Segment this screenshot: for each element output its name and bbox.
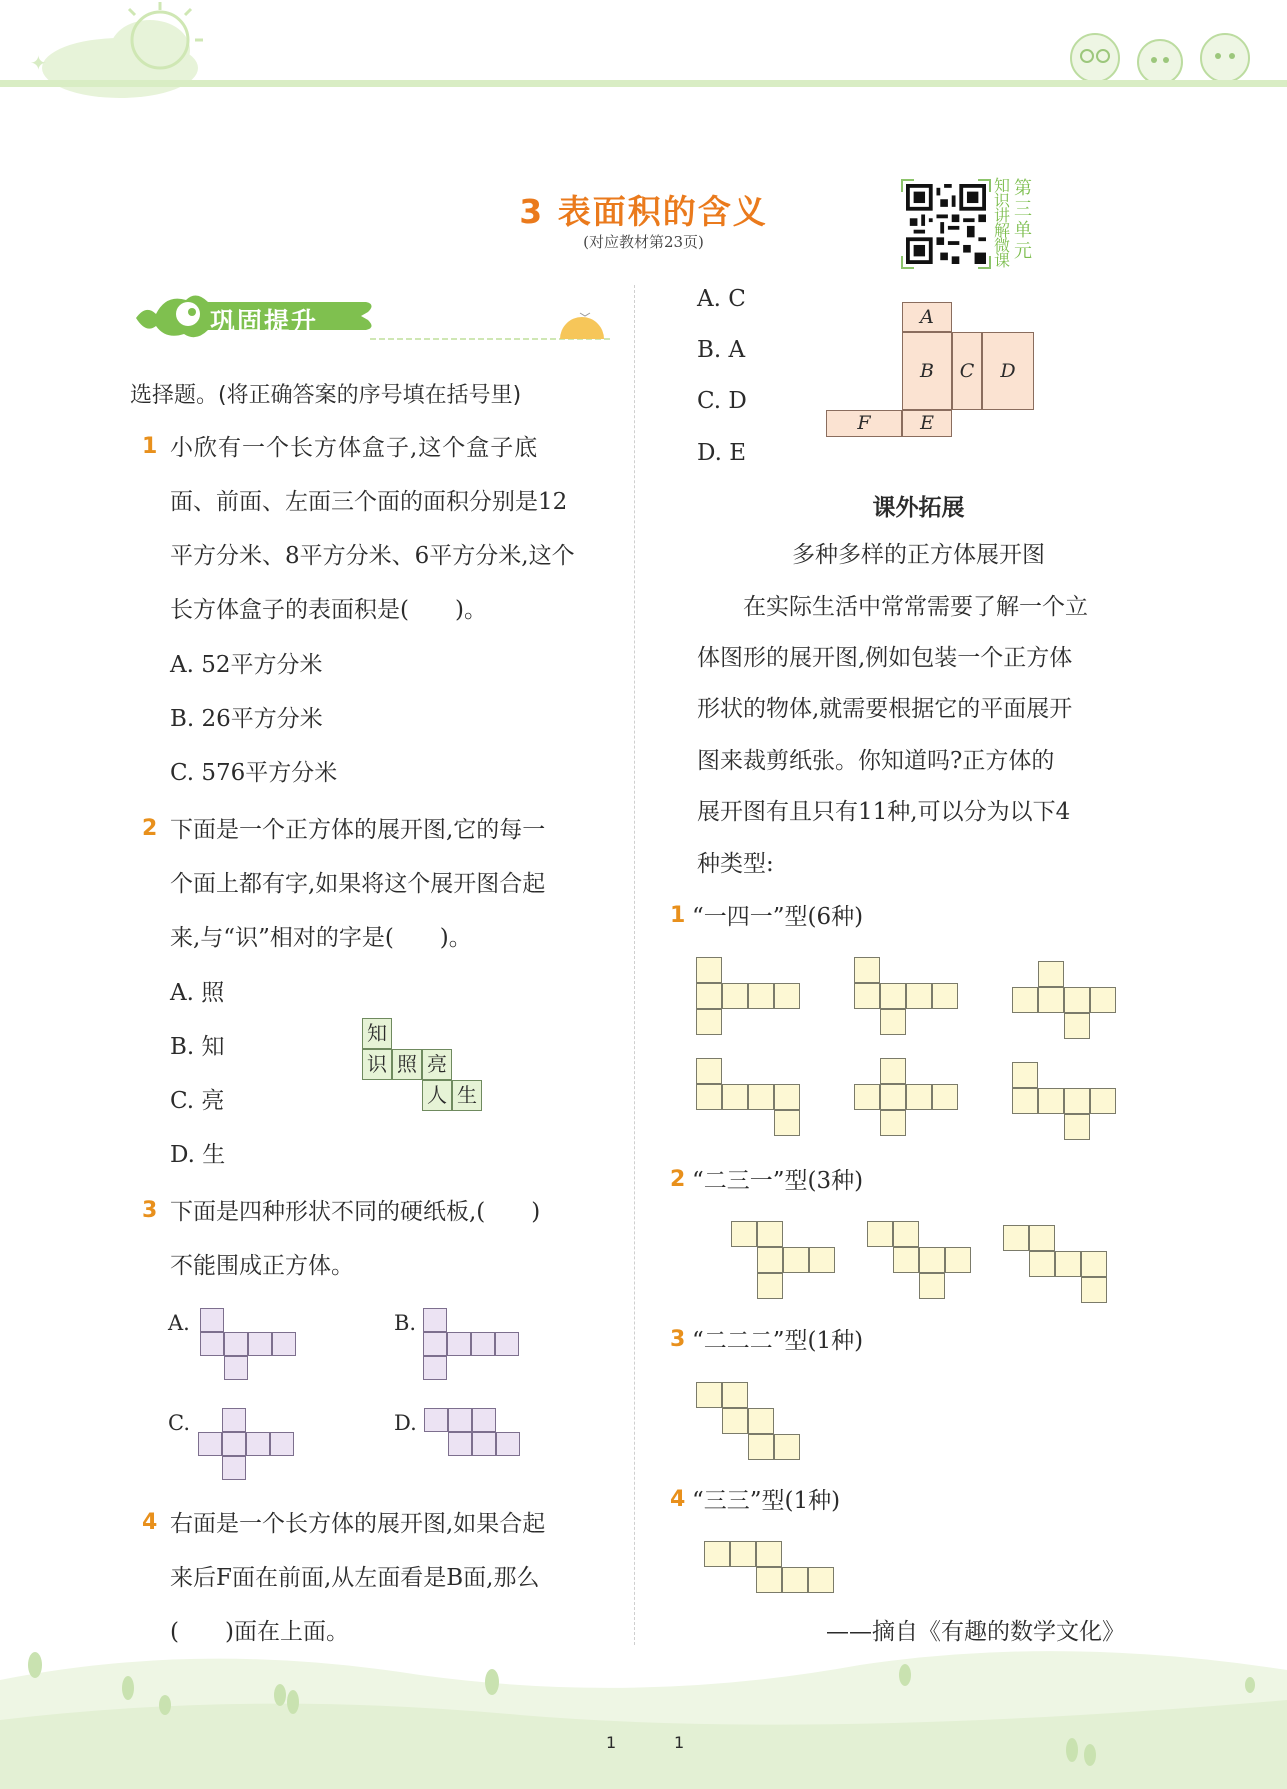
type2-net-3 bbox=[1003, 1225, 1107, 1303]
extension-para-3: 形状的物体,就需要根据它的平面展开 bbox=[697, 696, 1073, 722]
net-square bbox=[880, 983, 906, 1009]
q2-line3: 来,与“识”相对的字是( )。 bbox=[170, 925, 472, 951]
net-square bbox=[1038, 987, 1064, 1013]
net-square bbox=[222, 1432, 246, 1456]
net-square bbox=[448, 1408, 472, 1432]
net-square bbox=[200, 1332, 224, 1356]
net-square bbox=[1081, 1277, 1107, 1303]
net-face: 照 bbox=[392, 1049, 422, 1080]
page-subtitle: (对应教材第23页) bbox=[583, 233, 704, 251]
net-square bbox=[893, 1221, 919, 1247]
q1-line2: 面、前面、左面三个面的面积分别是12 bbox=[170, 489, 568, 515]
footer-landscape bbox=[0, 1620, 1287, 1789]
type1-number: 1 bbox=[670, 903, 686, 928]
q2-line1: 下面是一个正方体的展开图,它的每一 bbox=[170, 817, 546, 843]
type2-net-1 bbox=[731, 1221, 835, 1299]
net-square bbox=[774, 1110, 800, 1136]
section-label: 巩固提升 bbox=[210, 307, 319, 336]
net-square bbox=[722, 1382, 748, 1408]
net-square bbox=[423, 1332, 447, 1356]
net-square bbox=[1012, 1062, 1038, 1088]
extension-para-6: 种类型: bbox=[697, 851, 774, 877]
net-square bbox=[696, 1058, 722, 1084]
q3-net-c bbox=[198, 1408, 298, 1480]
net-square bbox=[248, 1332, 272, 1356]
header-band bbox=[0, 80, 1287, 87]
net-square bbox=[774, 1084, 800, 1110]
net-square bbox=[270, 1432, 294, 1456]
q1-option-c[interactable]: C. 576平方分米 bbox=[170, 760, 338, 786]
net-square bbox=[704, 1541, 730, 1567]
net-square bbox=[809, 1247, 835, 1273]
net-square bbox=[1090, 1088, 1116, 1114]
net-square bbox=[932, 1084, 958, 1110]
net-square bbox=[774, 1434, 800, 1460]
type4-label: “三三”型(1种) bbox=[692, 1488, 841, 1514]
page-number-left: 1 bbox=[606, 1733, 617, 1752]
net-square bbox=[1064, 1088, 1090, 1114]
q3-net-d bbox=[424, 1408, 524, 1458]
net-face: 人 bbox=[422, 1080, 452, 1111]
q4-option-b[interactable]: B. A bbox=[697, 337, 746, 363]
net-square bbox=[1055, 1251, 1081, 1277]
net-square bbox=[748, 1434, 774, 1460]
qr-caption-line1: 知识讲解微课 bbox=[994, 176, 1011, 270]
net-square bbox=[919, 1273, 945, 1299]
type3-number: 3 bbox=[670, 1327, 686, 1352]
net-square bbox=[906, 983, 932, 1009]
q4-option-a[interactable]: A. C bbox=[697, 286, 746, 312]
type1-net-6 bbox=[1012, 1062, 1116, 1140]
q3-net-a bbox=[200, 1308, 300, 1380]
net-square bbox=[1064, 1114, 1090, 1140]
net-square bbox=[1081, 1251, 1107, 1277]
type4-net bbox=[704, 1541, 834, 1593]
q3-label-c[interactable]: C. bbox=[168, 1411, 190, 1435]
net-square bbox=[447, 1332, 471, 1356]
q2-number: 2 bbox=[142, 816, 158, 841]
net-square bbox=[696, 1009, 722, 1035]
net-square bbox=[224, 1356, 248, 1380]
choice-heading: 选择题。(将正确答案的序号填在括号里) bbox=[130, 383, 522, 408]
extension-para-2: 体图形的展开图,例如包装一个正方体 bbox=[697, 645, 1073, 671]
net-face: 知 bbox=[362, 1018, 392, 1049]
net-square bbox=[496, 1432, 520, 1456]
net-square bbox=[880, 1110, 906, 1136]
type1-net-1 bbox=[696, 957, 800, 1035]
q1-line4: 长方体盒子的表面积是( )。 bbox=[170, 597, 487, 623]
net-square bbox=[783, 1247, 809, 1273]
net-square bbox=[224, 1332, 248, 1356]
net-square bbox=[932, 983, 958, 1009]
net-square bbox=[919, 1247, 945, 1273]
sunset-decoration bbox=[370, 305, 610, 345]
q1-line1: 小欣有一个长方体盒子,这个盒子底 bbox=[170, 435, 539, 461]
net-face: 亮 bbox=[422, 1049, 452, 1080]
page-number-right: 1 bbox=[674, 1733, 685, 1752]
net-square bbox=[722, 1084, 748, 1110]
q1-option-a[interactable]: A. 52平方分米 bbox=[170, 652, 323, 678]
q4-number: 4 bbox=[142, 1510, 158, 1535]
net-square bbox=[1038, 961, 1064, 987]
net-square bbox=[774, 983, 800, 1009]
net-square bbox=[757, 1273, 783, 1299]
net-square bbox=[730, 1541, 756, 1567]
type1-net-4 bbox=[696, 1058, 800, 1136]
net-square bbox=[906, 1084, 932, 1110]
net-square bbox=[1012, 1088, 1038, 1114]
type1-net-5 bbox=[854, 1058, 958, 1136]
net-square bbox=[782, 1567, 808, 1593]
net-square bbox=[1090, 987, 1116, 1013]
q3-label-a[interactable]: A. bbox=[168, 1311, 190, 1335]
net-square bbox=[1064, 1013, 1090, 1039]
q2-option-a[interactable]: A. 照 bbox=[170, 980, 225, 1006]
net-square bbox=[222, 1456, 246, 1480]
net-square bbox=[200, 1308, 224, 1332]
net-square bbox=[1038, 1088, 1064, 1114]
header-decoration-left bbox=[0, 0, 260, 110]
q3-label-b[interactable]: B. bbox=[394, 1311, 417, 1335]
q2-option-c[interactable]: C. 亮 bbox=[170, 1088, 225, 1114]
net-square bbox=[696, 1084, 722, 1110]
net-square bbox=[945, 1247, 971, 1273]
net-square bbox=[808, 1567, 834, 1593]
type3-label: “二二二”型(1种) bbox=[692, 1328, 864, 1354]
net-square bbox=[423, 1308, 447, 1332]
net-square bbox=[1029, 1251, 1055, 1277]
net-square bbox=[1003, 1225, 1029, 1251]
type1-label: “一四一”型(6种) bbox=[692, 904, 864, 930]
qr-frame-corners bbox=[900, 178, 992, 270]
svg-text:✦: ✦ bbox=[30, 51, 47, 75]
net-square bbox=[756, 1567, 782, 1593]
q2-cube-net bbox=[362, 1018, 487, 1113]
net-square bbox=[722, 983, 748, 1009]
q1-number: 1 bbox=[142, 434, 158, 459]
page-title: 3 表面积的含义 bbox=[519, 192, 768, 231]
net-square bbox=[423, 1356, 447, 1380]
net-face-d: D bbox=[982, 332, 1034, 410]
net-square bbox=[495, 1332, 519, 1356]
extension-para-4: 图来裁剪纸张。你知道吗?正方体的 bbox=[697, 748, 1055, 774]
net-square bbox=[756, 1541, 782, 1567]
q3-label-d[interactable]: D. bbox=[394, 1411, 417, 1435]
qr-caption bbox=[994, 178, 1036, 268]
net-square bbox=[472, 1408, 496, 1432]
net-square bbox=[1064, 987, 1090, 1013]
net-face-f: F bbox=[826, 410, 902, 437]
net-face: 识 bbox=[362, 1049, 392, 1080]
net-square bbox=[757, 1221, 783, 1247]
type2-label: “二三一”型(3种) bbox=[692, 1168, 864, 1194]
net-square bbox=[880, 1084, 906, 1110]
q2-line2: 个面上都有字,如果将这个展开图合起 bbox=[170, 871, 546, 897]
net-square bbox=[424, 1408, 448, 1432]
type2-net-2 bbox=[867, 1221, 971, 1299]
net-square bbox=[854, 957, 880, 983]
net-square bbox=[471, 1332, 495, 1356]
extension-source: ——摘自《有趣的数学文化》 bbox=[826, 1619, 1125, 1645]
net-square bbox=[198, 1432, 222, 1456]
type4-number: 4 bbox=[670, 1487, 686, 1512]
q4-option-c[interactable]: C. D bbox=[697, 388, 747, 414]
net-square bbox=[880, 1058, 906, 1084]
q4-option-d[interactable]: D. E bbox=[697, 440, 747, 466]
net-square bbox=[696, 957, 722, 983]
q3-line1: 下面是四种形状不同的硬纸板,( ) bbox=[170, 1199, 541, 1225]
q4-line1: 右面是一个长方体的展开图,如果合起 bbox=[170, 1511, 546, 1537]
net-face-c: C bbox=[952, 332, 982, 410]
net-square bbox=[854, 1084, 880, 1110]
net-square bbox=[880, 1009, 906, 1035]
qr-caption-line2: 第三单元 bbox=[1014, 178, 1032, 262]
q4-cuboid-net bbox=[826, 302, 1036, 437]
net-square bbox=[272, 1332, 296, 1356]
type3-net bbox=[696, 1382, 800, 1460]
net-face-b: B bbox=[902, 332, 952, 410]
q2-option-d[interactable]: D. 生 bbox=[170, 1142, 226, 1168]
q4-line3: ( )面在上面。 bbox=[170, 1619, 349, 1645]
q3-number: 3 bbox=[142, 1198, 158, 1223]
extension-para-1: 在实际生活中常常需要了解一个立 bbox=[697, 594, 1088, 620]
net-square bbox=[472, 1432, 496, 1456]
net-square bbox=[854, 983, 880, 1009]
q1-line3: 平方分米、8平方分米、6平方分米,这个 bbox=[170, 543, 575, 569]
net-square bbox=[1012, 987, 1038, 1013]
net-square bbox=[748, 1084, 774, 1110]
net-square bbox=[731, 1221, 757, 1247]
net-square bbox=[696, 1382, 722, 1408]
net-square bbox=[757, 1247, 783, 1273]
net-square bbox=[722, 1408, 748, 1434]
extension-heading: 课外拓展 bbox=[872, 495, 965, 521]
type1-net-2 bbox=[854, 957, 958, 1035]
net-square bbox=[696, 983, 722, 1009]
extension-para-5: 展开图有且只有11种,可以分为以下4 bbox=[697, 799, 1071, 825]
net-square bbox=[748, 983, 774, 1009]
net-face-e: E bbox=[902, 410, 952, 437]
net-square bbox=[893, 1247, 919, 1273]
net-square bbox=[1029, 1225, 1055, 1251]
net-face-a: A bbox=[902, 302, 952, 332]
net-square bbox=[867, 1221, 893, 1247]
net-square bbox=[448, 1432, 472, 1456]
q1-option-b[interactable]: B. 26平方分米 bbox=[170, 706, 323, 732]
q4-line2: 来后F面在前面,从左面看是B面,那么 bbox=[170, 1565, 540, 1591]
q3-net-b bbox=[423, 1308, 523, 1380]
extension-subheading: 多种多样的正方体展开图 bbox=[792, 542, 1045, 568]
q2-option-b[interactable]: B. 知 bbox=[170, 1034, 225, 1060]
q3-line2: 不能围成正方体。 bbox=[170, 1253, 354, 1279]
net-face: 生 bbox=[452, 1080, 482, 1111]
net-square bbox=[222, 1408, 246, 1432]
net-square bbox=[748, 1408, 774, 1434]
type2-number: 2 bbox=[670, 1167, 686, 1192]
type1-net-3 bbox=[1012, 961, 1116, 1039]
net-square bbox=[246, 1432, 270, 1456]
